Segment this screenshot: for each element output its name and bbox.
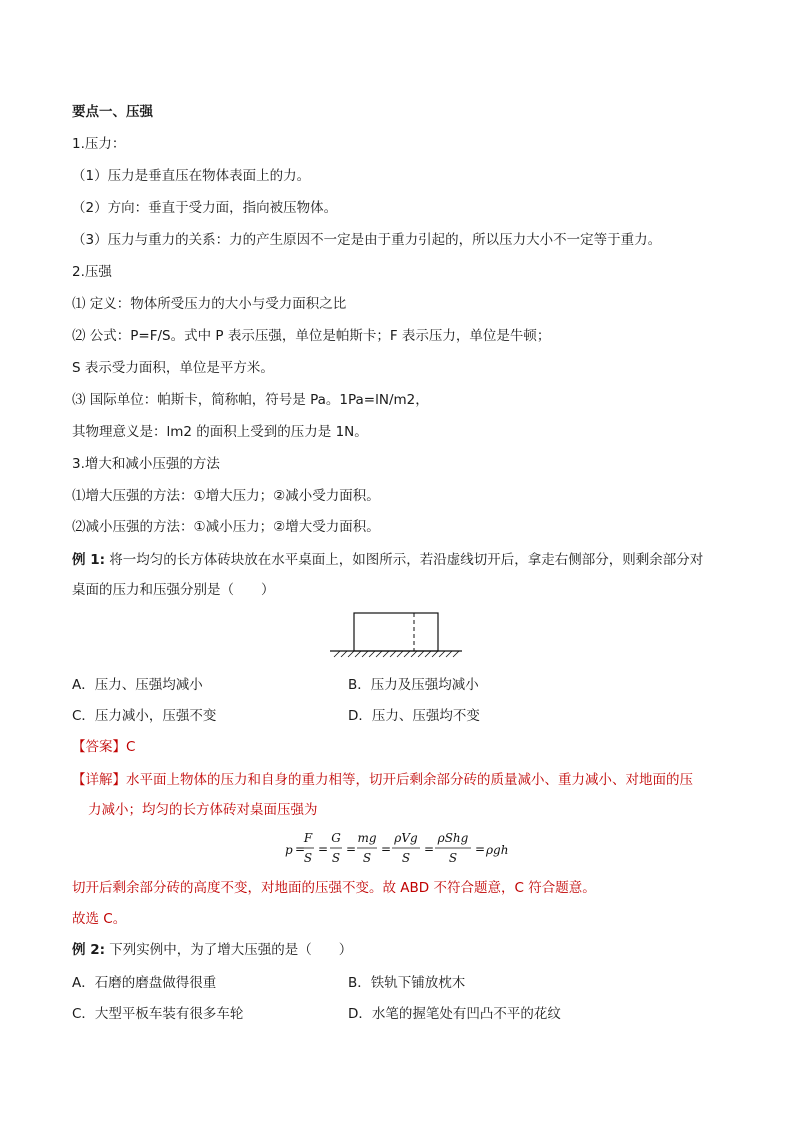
example-1-question-line-1: 将一均匀的长方体砖块放在水平桌面上，如图所示，若沿虚线切开后，拿走右侧部分，则剩余部分对 xyxy=(109,552,704,568)
formula-lhs: p xyxy=(285,843,293,857)
pressure-formula xyxy=(283,828,523,876)
brick-rectangle xyxy=(354,613,438,651)
pressure-unit-text: ⑶ 国际单位：帕斯卡，简称帕，符号是 Pa。1Pa=lN/m2， xyxy=(72,392,429,408)
decrease-pressure-method: ⑵减小压强的方法：①减小压力；②增大受力面积。 xyxy=(72,519,380,535)
example-1-answer: 【答案】C xyxy=(72,739,136,755)
example-1-option-b[interactable]: B．压力及压强均减小 xyxy=(348,677,479,693)
fraction-5-numerator: ρShg xyxy=(437,831,469,845)
example-2-option-a[interactable]: A．石磨的磨盘做得很重 xyxy=(72,975,217,991)
brick-figure-svg xyxy=(328,610,468,665)
increase-pressure-method: ⑴增大压强的方法：①增大压力；②减小受力面积。 xyxy=(72,488,380,504)
example-1-option-a[interactable]: A．压力、压强均减小 xyxy=(72,677,203,693)
fraction-2-numerator: G xyxy=(331,831,341,845)
formula-eq-6: = xyxy=(475,842,486,856)
methods-heading: 3.增大和减小压强的方法 xyxy=(72,456,220,472)
formula-eq-1: = xyxy=(295,842,306,856)
example-1-question-line-2: 桌面的压力和压强分别是（ ） xyxy=(72,582,275,598)
formula-eq-5: = xyxy=(424,842,435,856)
fraction-4-denominator: S xyxy=(401,851,411,865)
detail-line-1: 水平面上物体的压力和自身的重力相等，切开后剩余部分砖的质量减小、重力减小、对地面的压 xyxy=(126,772,693,788)
section-title: 要点一、压强 xyxy=(72,104,153,120)
table-hatching xyxy=(334,651,459,657)
formula-rhs: ρgh xyxy=(486,843,509,857)
example-1-question xyxy=(72,550,703,570)
pressure-area-text: S 表示受力面积，单位是平方米。 xyxy=(72,360,274,376)
fraction-1-numerator: F xyxy=(303,831,313,845)
example-2-question xyxy=(72,940,352,960)
formula-eq-2: = xyxy=(318,842,329,856)
fraction-3-denominator: S xyxy=(362,851,372,865)
formula-eq-3: = xyxy=(346,842,357,856)
example-1-conclusion: 切开后剩余部分砖的高度不变，对地面的压强不变。故 ABD 不符合题意，C 符合题意。 xyxy=(72,880,596,896)
example-1-detail-line-2: 力减小；均匀的长方体砖对桌面压强为 xyxy=(88,802,318,818)
brick-on-table-figure xyxy=(328,610,468,669)
example-2-question-text: 下列实例中，为了增大压强的是（ ） xyxy=(109,942,353,958)
pressure-force-heading: 1.压力： xyxy=(72,136,126,152)
pressure-definition: ⑴ 定义：物体所受压力的大小与受力面积之比 xyxy=(72,296,347,312)
fraction-3-numerator: mg xyxy=(357,831,377,845)
fraction-2-denominator: S xyxy=(331,851,341,865)
example-1-option-c[interactable]: C．压力减小，压强不变 xyxy=(72,708,217,724)
fraction-5-denominator: S xyxy=(448,851,458,865)
example-1-option-d[interactable]: D．压力、压强均不变 xyxy=(348,708,480,724)
example-2-option-b[interactable]: B．铁轨下铺放枕木 xyxy=(348,975,466,991)
formula-eq-4: = xyxy=(381,842,392,856)
example-1-final: 故选 C。 xyxy=(72,911,127,927)
pressure-force-item-2: （2）方向：垂直于受力面，指向被压物体。 xyxy=(72,200,338,216)
pressure-formula-svg xyxy=(283,828,523,872)
pressure-force-item-3: （3）压力与重力的关系：力的产生原因不一定是由于重力引起的，所以压力大小不一定等于重力。 xyxy=(72,232,662,248)
fraction-1-denominator: S xyxy=(303,851,313,865)
example-2-option-d[interactable]: D．水笔的握笔处有凹凸不平的花纹 xyxy=(348,1006,561,1022)
example-1-label: 例 1: xyxy=(72,552,105,568)
pressure-formula-text: ⑵ 公式：P=F/S。式中 P 表示压强，单位是帕斯卡；F 表示压力，单位是牛顿； xyxy=(72,328,551,344)
example-2-option-c[interactable]: C．大型平板车装有很多车轮 xyxy=(72,1006,244,1022)
detail-label: 【详解】 xyxy=(72,772,126,788)
example-2-label: 例 2: xyxy=(72,942,105,958)
pressure-heading: 2.压强 xyxy=(72,264,112,280)
fraction-4-numerator: ρVg xyxy=(394,831,418,845)
pressure-meaning-text: 其物理意义是：lm2 的面积上受到的压力是 1N。 xyxy=(72,424,368,440)
pressure-force-item-1: （1）压力是垂直压在物体表面上的力。 xyxy=(72,168,311,184)
example-1-detail xyxy=(72,770,693,790)
